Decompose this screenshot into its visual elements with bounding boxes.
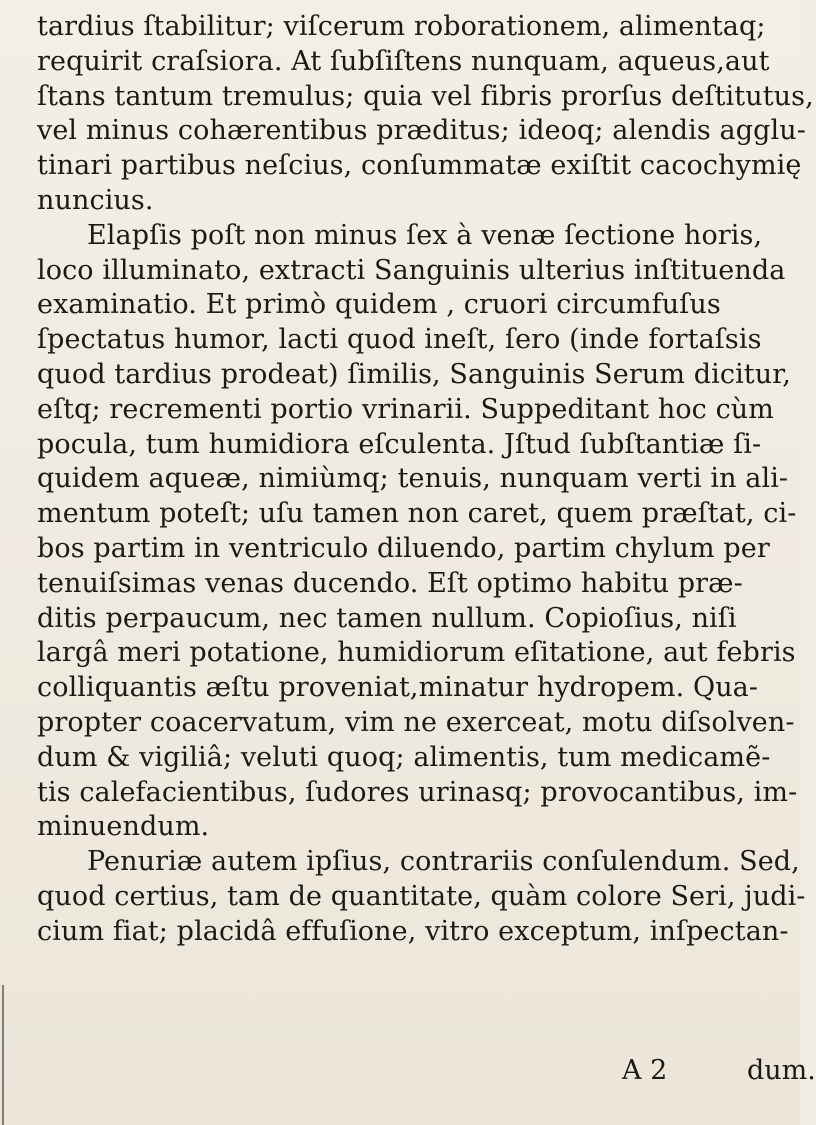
text-line: mentum poteſt; uſu tamen non caret, quem præſtat, ci- bbox=[37, 498, 797, 530]
text-line: tenuiſsimas venas ducendo. Eſt optimo habitu præ- bbox=[37, 567, 743, 599]
text-line: ſtans tantum tremulus; quia vel fibris prorſus deſtitutus, bbox=[37, 80, 814, 112]
page-footer bbox=[37, 1055, 816, 1090]
text-line: nuncius. bbox=[37, 184, 154, 216]
text-line: quod tardius prodeat) ſimilis, Sanguinis Serum dicitur, bbox=[37, 358, 791, 390]
text-line: examinatio. Et primò quidem , cruori circumfuſus bbox=[37, 289, 721, 321]
text-line: quidem aqueæ, nimiùmq; tenuis, nunquam verti in ali- bbox=[37, 463, 789, 495]
paragraph-start-line: Elapſis poſt non minus ſex à venæ ſectione horis, bbox=[87, 219, 763, 251]
text-line: tinari partibus neſcius, conſummatæ exiſtit cacochymię bbox=[37, 150, 802, 182]
body-text bbox=[37, 10, 814, 950]
text-line: pocula, tum humidiora eſculenta. Jſtud ſubſtantiæ ſi- bbox=[37, 428, 762, 460]
text-line: cium fiat; placidâ effuſione, vitro exceptum, inſpectan- bbox=[37, 915, 789, 947]
catchword: dum. bbox=[747, 1055, 816, 1086]
signature-mark: A 2 bbox=[622, 1055, 668, 1086]
paragraph-start-line: Penuriæ autem ipſius, contrariis conſulendum. Sed, bbox=[87, 846, 800, 878]
text-line: ditis perpaucum, nec tamen nullum. Copioſius, niſi bbox=[37, 602, 737, 634]
text-line: loco illuminato, extracti Sanguinis ulterius inſtituenda bbox=[37, 254, 786, 286]
text-line: quod certius, tam de quantitate, quàm colore Seri, judi- bbox=[37, 880, 806, 912]
text-line: largâ meri potatione, humidiorum eſitatione, aut febris bbox=[37, 637, 796, 669]
text-line: requirit craſsiora. At ſubſiſtens nunquam, aqueus,aut bbox=[37, 45, 770, 77]
text-line: dum & vigiliâ; veluti quoq; alimentis, tum medicamẽ- bbox=[37, 741, 771, 773]
text-line: bos partim in ventriculo diluendo, partim chylum per bbox=[37, 532, 770, 564]
text-line: tis calefacientibus, ſudores urinasq; provocantibus, im- bbox=[37, 776, 798, 808]
text-line: eſtq; recrementi portio vrinarii. Suppeditant hoc cùm bbox=[37, 393, 774, 425]
binding-edge bbox=[2, 985, 4, 1125]
text-line: vel minus cohærentibus præditus; ideoq; alendis agglu- bbox=[37, 115, 806, 147]
text-line: propter coacervatum, vim ne exerceat, motu diſsolven- bbox=[37, 706, 795, 738]
text-line: colliquantis æſtu proveniat,minatur hydropem. Qua- bbox=[37, 672, 759, 704]
text-line: minuendum. bbox=[37, 811, 210, 843]
text-line: tardius ſtabilitur; viſcerum roborationem, alimentaq; bbox=[37, 11, 766, 42]
text-line: ſpectatus humor, lacti quod ineſt, ſero (inde fortaſsis bbox=[37, 324, 762, 356]
